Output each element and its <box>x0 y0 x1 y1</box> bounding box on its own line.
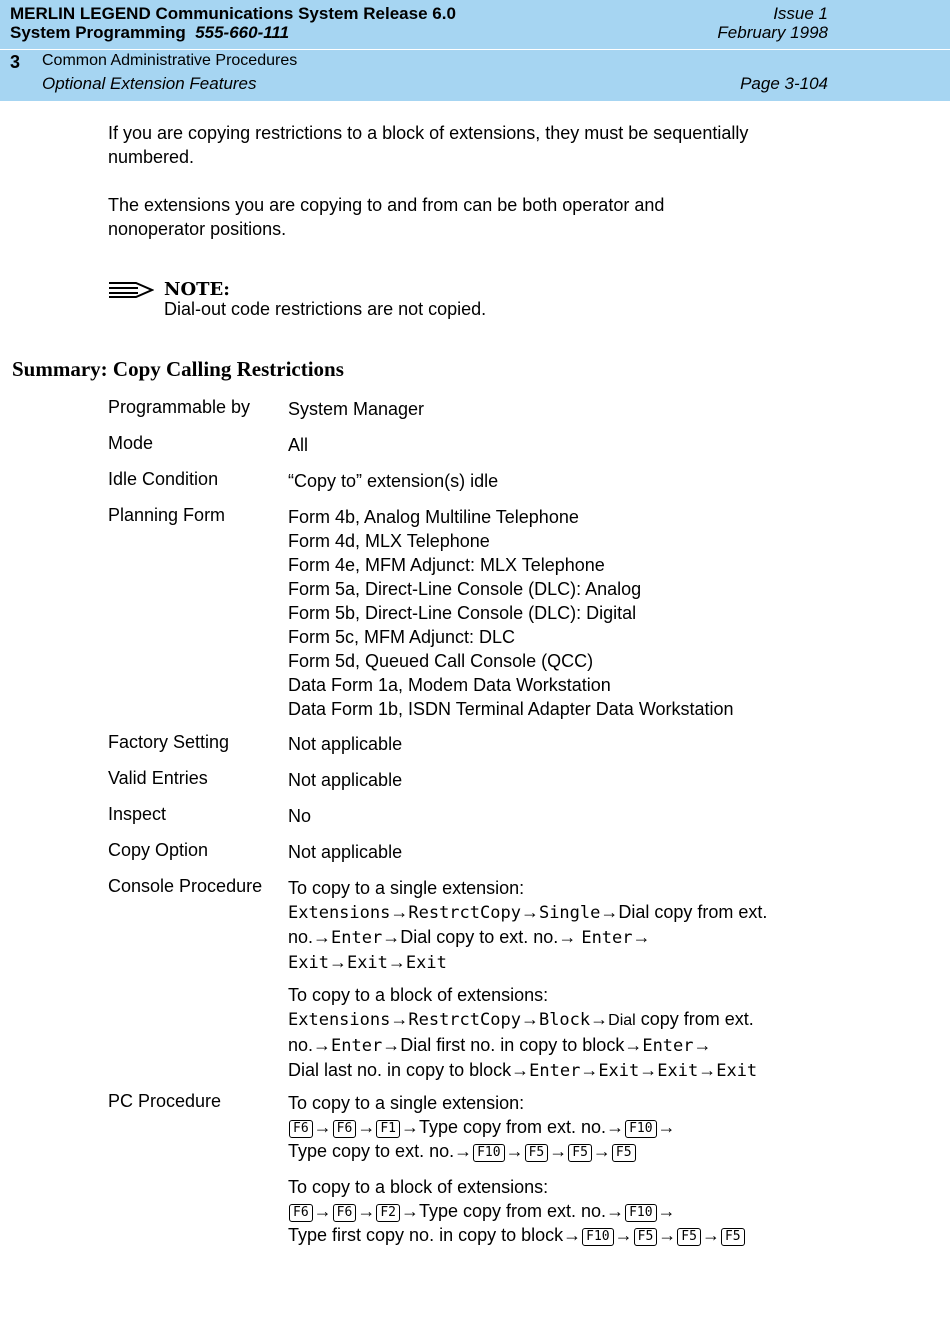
header-divider <box>0 49 950 50</box>
planning-form-item: Form 5c, MFM Adjunct: DLC <box>288 627 516 647</box>
exit-softkey: Exit <box>598 1061 640 1081</box>
label-idle-condition: Idle Condition <box>108 469 219 489</box>
step-text: copy from ext. <box>640 1009 754 1029</box>
exit-softkey: Exit <box>405 953 447 973</box>
planning-form-item: Form 4e, MFM Adjunct: MLX Telephone <box>288 555 605 575</box>
console-single-step-line: Extensions→RestrctCopy→Single→Dial copy from ext. <box>288 902 768 923</box>
f5-key-icon: F5 <box>677 1228 701 1246</box>
f10-key-icon: F10 <box>473 1144 504 1162</box>
label-factory-setting: Factory Setting <box>108 732 230 752</box>
step-text: Dial first no. in copy to block <box>400 1035 625 1055</box>
summary-heading: Summary: Copy Calling Restrictions <box>12 357 344 381</box>
f10-key-icon: F10 <box>625 1120 656 1138</box>
exit-softkey: Exit <box>288 953 329 973</box>
planning-form-list <box>288 505 734 721</box>
paragraph-line: The extensions you are copying to and from can be both operator and <box>108 195 665 215</box>
enter-softkey: Enter <box>331 1036 383 1056</box>
f6-key-icon: F6 <box>333 1204 357 1222</box>
label-inspect: Inspect <box>108 804 167 824</box>
f6-key-icon: F6 <box>289 1120 313 1138</box>
pc-single-step-line: Type copy to ext. no.→ F10 → F5 → F5 → F5 <box>288 1139 676 1163</box>
pc-block-step-line: F6 → F6 → F2 →Type copy from ext. no.→ F10 → <box>288 1199 746 1223</box>
label-valid-entries: Valid Entries <box>108 768 208 788</box>
label-copy-option: Copy Option <box>108 840 209 860</box>
console-block-step-line: Extensions→RestrctCopy→Block→Dial copy from ext. <box>288 1009 754 1030</box>
console-single-intro: To copy to a single extension: <box>288 878 525 898</box>
console-procedure-block <box>288 983 757 1083</box>
planning-form-item: Data Form 1b, ISDN Terminal Adapter Data Workstation <box>288 699 734 719</box>
pc-procedure-single <box>288 1091 676 1163</box>
header-date: February 1998 <box>717 23 828 42</box>
planning-form-item: Form 5d, Queued Call Console (QCC) <box>288 651 594 671</box>
planning-form-item: Form 4d, MLX Telephone <box>288 531 490 551</box>
f10-key-icon: F10 <box>625 1204 656 1222</box>
step-text: Type copy to ext. no. <box>288 1141 455 1161</box>
enter-softkey: Enter <box>331 928 383 948</box>
f6-key-icon: F6 <box>333 1120 357 1138</box>
f10-key-icon: F10 <box>582 1228 613 1246</box>
label-programmable-by: Programmable by <box>108 397 251 417</box>
console-block-step-line: no.→Enter→Dial first no. in copy to block→Enter→ <box>288 1035 712 1056</box>
header-title-line2 <box>10 23 289 43</box>
header-title-line1: MERLIN LEGEND Communications System Release 6.0 <box>10 4 456 23</box>
paragraph-operator-positions <box>108 193 828 241</box>
paragraph-block-restrictions <box>108 121 828 169</box>
step-text: Dial <box>608 1012 636 1029</box>
console-single-step-line: no.→Enter→Dial copy to ext. no.→ Enter→ <box>288 927 651 948</box>
label-mode: Mode <box>108 433 154 453</box>
exit-softkey: Exit <box>346 953 388 973</box>
value-programmable-by: System Manager <box>288 399 425 419</box>
console-single-step-line: Exit→Exit→Exit <box>288 952 447 973</box>
pc-single-step-line: F6 → F6 → F1 →Type copy from ext. no.→ F10 → <box>288 1115 676 1139</box>
planning-form-item: Form 5b, Direct-Line Console (DLC): Digital <box>288 603 637 623</box>
pc-procedure-block <box>288 1175 746 1247</box>
block-softkey: Block <box>538 1010 591 1030</box>
label-pc-procedure: PC Procedure <box>108 1091 222 1111</box>
extensions-softkey: Extensions <box>288 1010 391 1030</box>
page-number: Page 3-104 <box>740 74 828 93</box>
planning-form-item: Form 4b, Analog Multiline Telephone <box>288 507 579 527</box>
step-text: Type first copy no. in copy to block <box>288 1225 564 1245</box>
page-header <box>0 0 950 101</box>
pc-block-step-line: Type first copy no. in copy to block→ F10 → F5 → F5 → F5 <box>288 1223 746 1247</box>
step-text: Dial copy from ext. <box>618 902 768 922</box>
enter-softkey: Enter <box>642 1036 694 1056</box>
f6-key-icon: F6 <box>289 1204 313 1222</box>
chapter-title: Common Administrative Procedures <box>42 52 298 69</box>
chapter-number: 3 <box>10 52 21 72</box>
enter-softkey: Enter <box>529 1061 581 1081</box>
note-pointer-icon <box>108 279 154 301</box>
f5-key-icon: F5 <box>525 1144 549 1162</box>
header-system-programming: System Programming <box>10 23 186 42</box>
step-text: Type copy from ext. no. <box>418 1201 607 1221</box>
value-inspect: No <box>288 806 312 826</box>
header-issue: Issue 1 <box>773 4 828 23</box>
value-idle-condition: “Copy to” extension(s) idle <box>288 471 499 491</box>
planning-form-item: Form 5a, Direct-Line Console (DLC): Analog <box>288 579 642 599</box>
f2-key-icon: F2 <box>376 1204 400 1222</box>
note-text: Dial-out code restrictions are not copied. <box>164 299 487 319</box>
paragraph-line: nonoperator positions. <box>108 219 287 239</box>
step-text: no. <box>288 927 314 947</box>
exit-softkey: Exit <box>657 1061 699 1081</box>
label-planning-form: Planning Form <box>108 505 226 525</box>
label-console-procedure: Console Procedure <box>108 876 263 896</box>
header-doc-number: 555-660-111 <box>195 23 290 42</box>
value-mode: All <box>288 435 309 455</box>
step-text: Dial copy to ext. no. <box>400 927 559 947</box>
console-block-step-line: Dial last no. in copy to block→Enter→Exit→Exit→Exit <box>288 1060 758 1081</box>
f5-key-icon: F5 <box>612 1144 636 1162</box>
paragraph-line: numbered. <box>108 147 195 167</box>
f5-key-icon: F5 <box>568 1144 592 1162</box>
value-copy-option: Not applicable <box>288 842 403 862</box>
step-text: Type copy from ext. no. <box>418 1117 607 1137</box>
exit-softkey: Exit <box>716 1061 758 1081</box>
paragraph-line: If you are copying restrictions to a block of extensions, they must be sequentially <box>108 123 749 143</box>
note-title: NOTE: <box>164 279 230 300</box>
console-procedure-single <box>288 876 767 975</box>
step-text: Dial last no. in copy to block <box>288 1060 512 1080</box>
enter-softkey: Enter <box>581 928 633 948</box>
pc-block-intro: To copy to a block of extensions: <box>288 1177 549 1197</box>
step-text: no. <box>288 1035 314 1055</box>
restrctcopy-softkey: RestrctCopy <box>408 903 521 923</box>
single-softkey: Single <box>538 903 601 923</box>
f5-key-icon: F5 <box>634 1228 658 1246</box>
section-title: Optional Extension Features <box>42 74 257 93</box>
extensions-softkey: Extensions <box>288 903 391 923</box>
restrctcopy-softkey: RestrctCopy <box>408 1010 521 1030</box>
f1-key-icon: F1 <box>376 1120 400 1138</box>
value-valid-entries: Not applicable <box>288 770 403 790</box>
planning-form-item: Data Form 1a, Modem Data Workstation <box>288 675 611 695</box>
pc-single-intro: To copy to a single extension: <box>288 1093 525 1113</box>
value-factory-setting: Not applicable <box>288 734 403 754</box>
f5-key-icon: F5 <box>721 1228 745 1246</box>
console-block-intro: To copy to a block of extensions: <box>288 985 549 1005</box>
